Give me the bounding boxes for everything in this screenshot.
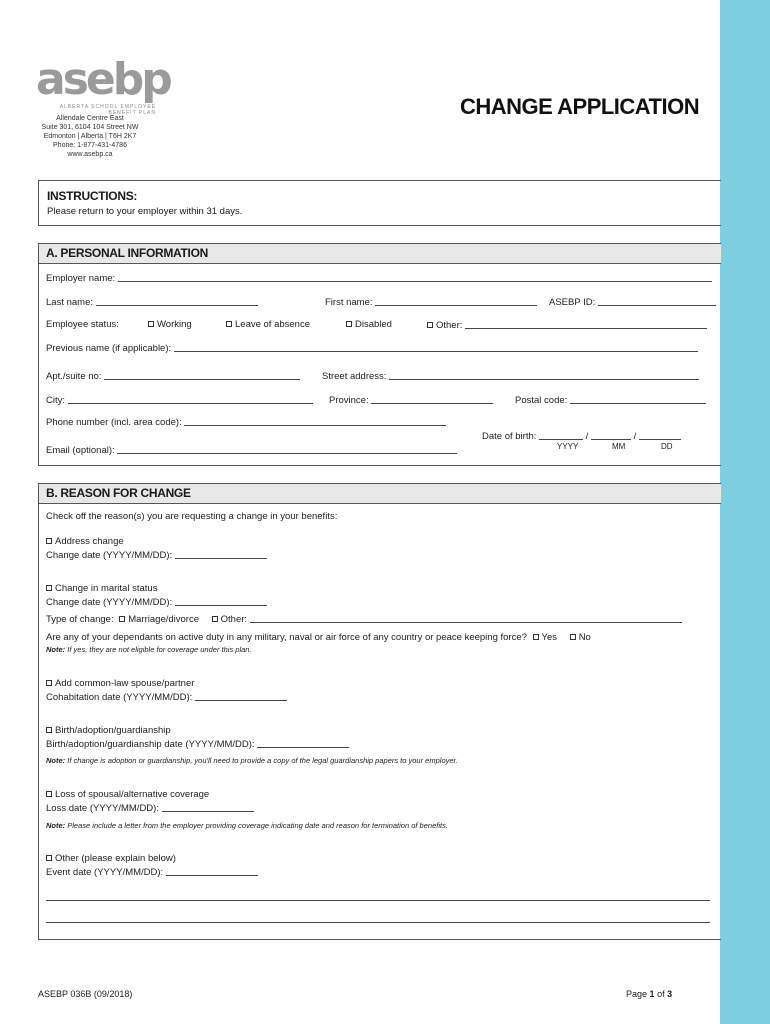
first-name-label: First name:: [325, 297, 373, 308]
cohabitation-date-field[interactable]: [195, 691, 287, 701]
address-line: Edmonton | Alberta | T6H 2K7: [43, 133, 137, 140]
dob-yyyy-caption: YYYY: [557, 442, 579, 451]
first-name-row: [325, 296, 537, 308]
street-address-row: [322, 370, 699, 382]
checkbox[interactable]: [46, 538, 52, 544]
employer-name-row: [46, 272, 712, 284]
postal-code-row: [515, 394, 706, 406]
page-indicator: Page 1 of 3: [626, 989, 673, 999]
checkbox-type-other[interactable]: [212, 616, 218, 622]
postal-code-field[interactable]: [570, 394, 706, 404]
province-row: [329, 394, 493, 406]
dob-label: Date of birth:: [482, 431, 537, 442]
reason-other[interactable]: Other (please explain below): [46, 853, 176, 864]
reason-birth-adoption[interactable]: Birth/adoption/guardianship: [46, 725, 171, 736]
province-label: Province:: [329, 395, 369, 406]
status-option-disabled[interactable]: Disabled: [346, 319, 392, 330]
employer-name-field[interactable]: [118, 272, 712, 282]
dob-year-field[interactable]: [539, 430, 583, 440]
phone-field[interactable]: [184, 416, 446, 426]
explanation-line-1[interactable]: [46, 900, 710, 901]
checkbox[interactable]: [46, 585, 52, 591]
instructions-box: [38, 180, 721, 226]
note-active-duty: Note: If yes, they are not eligible for coverage under this plan.: [46, 645, 252, 654]
reason-marital-status[interactable]: Change in marital status: [46, 583, 157, 594]
loss-date-row: [46, 802, 254, 814]
address-change-date-field[interactable]: [175, 549, 267, 559]
birth-adoption-date-label: Birth/adoption/guardianship date (YYYY/MM/DD):: [46, 739, 255, 750]
apt-suite-field[interactable]: [104, 370, 300, 380]
previous-name-field[interactable]: [174, 342, 698, 352]
event-date-field[interactable]: [166, 866, 258, 876]
address-change-date-row: [46, 549, 267, 561]
loss-date-label: Loss date (YYYY/MM/DD):: [46, 803, 159, 814]
asebp-logo: [36, 54, 170, 116]
logo-subtitle: ALBERTA SCHOOL EMPLOYEE BENEFIT PLAN: [59, 104, 156, 116]
birth-adoption-date-field[interactable]: [257, 738, 349, 748]
active-duty-row: Are any of your dependants on active duty in any military, naval or air force of any country or peace keeping force? Yes No: [46, 632, 591, 643]
apt-suite-label: Apt./suite no:: [46, 371, 102, 382]
status-option-working[interactable]: Working: [148, 319, 192, 330]
city-field[interactable]: [68, 394, 313, 404]
employee-status-label: Employee status:: [46, 319, 119, 330]
province-field[interactable]: [371, 394, 493, 404]
phone-row: [46, 416, 446, 428]
dob-row: Date of birth: / /: [482, 430, 681, 442]
note-adoption: Note: If change is adoption or guardianship, you'll need to provide a copy of the legal guardianship papers to your employer.: [46, 756, 458, 765]
change-date-label: Change date (YYYY/MM/DD):: [46, 550, 173, 561]
checkbox[interactable]: [46, 791, 52, 797]
postal-code-label: Postal code:: [515, 395, 568, 406]
employer-name-label: Employer name:: [46, 273, 116, 284]
checkbox[interactable]: [346, 321, 352, 327]
event-date-row: [46, 866, 258, 878]
street-address-field[interactable]: [389, 370, 699, 380]
first-name-field[interactable]: [375, 296, 537, 306]
status-option-leave[interactable]: Leave of absence: [226, 319, 310, 330]
loss-date-field[interactable]: [162, 802, 254, 812]
section-a-heading: A. PERSONAL INFORMATION: [39, 244, 721, 264]
reason-loss-coverage[interactable]: Loss of spousal/alternative coverage: [46, 789, 209, 800]
email-label: Email (optional):: [46, 445, 115, 456]
active-duty-question: Are any of your dependants on active duty in any military, naval or air force of any country or peace keeping force?: [46, 632, 527, 643]
change-date-label: Change date (YYYY/MM/DD):: [46, 597, 173, 608]
checkbox-yes[interactable]: [533, 634, 539, 640]
checkbox[interactable]: [148, 321, 154, 327]
asebp-id-row: [549, 296, 716, 308]
birth-adoption-date-row: [46, 738, 349, 750]
phone-label: Phone number (incl. area code):: [46, 417, 182, 428]
note-loss: Note: Please include a letter from the employer providing coverage indicating date and reason for termination of benefits.: [46, 821, 448, 830]
side-color-band: [720, 0, 770, 1024]
checkbox[interactable]: [46, 680, 52, 686]
checkbox[interactable]: [226, 321, 232, 327]
last-name-field[interactable]: [96, 296, 258, 306]
marital-change-date-field[interactable]: [175, 596, 267, 606]
address-line: Suite 301, 6104 104 Street NW: [41, 124, 139, 131]
address-line: www.asebp.ca: [67, 151, 113, 158]
checkbox[interactable]: [46, 727, 52, 733]
street-address-label: Street address:: [322, 371, 387, 382]
instructions-text: Please return to your employer within 31 days.: [47, 206, 243, 217]
apt-suite-row: [46, 370, 300, 382]
checkbox-marriage-divorce[interactable]: [119, 616, 125, 622]
reason-common-law[interactable]: Add common-law spouse/partner: [46, 678, 194, 689]
type-of-change-label: Type of change:: [46, 614, 114, 625]
cohabitation-date-row: [46, 691, 287, 703]
email-field[interactable]: [117, 444, 457, 454]
address-line: Phone: 1-877-431-4786: [53, 142, 127, 149]
previous-name-label: Previous name (if applicable):: [46, 343, 172, 354]
previous-name-row: [46, 342, 698, 354]
dob-day-field[interactable]: [639, 430, 681, 440]
checkbox-no[interactable]: [570, 634, 576, 640]
city-row: [46, 394, 313, 406]
last-name-label: Last name:: [46, 297, 93, 308]
email-row: [46, 444, 457, 456]
type-of-change-row: Type of change: Marriage/divorce Other:: [46, 613, 682, 625]
asebp-id-field[interactable]: [598, 296, 716, 306]
document-title: CHANGE APPLICATION: [460, 94, 700, 119]
status-option-other[interactable]: Other:: [427, 319, 707, 331]
reason-address-change[interactable]: Address change: [46, 536, 124, 547]
marital-change-date-row: [46, 596, 267, 608]
status-other-field[interactable]: [465, 319, 707, 329]
org-address: [40, 114, 140, 159]
dob-dd-caption: DD: [661, 442, 673, 451]
asebp-id-label: ASEBP ID:: [549, 297, 596, 308]
checkbox[interactable]: [427, 322, 433, 328]
form-code: ASEBP 036B (09/2018): [38, 989, 133, 999]
section-b-heading: B. REASON FOR CHANGE: [39, 484, 721, 504]
explanation-line-2[interactable]: [46, 922, 710, 923]
cohabitation-date-label: Cohabitation date (YYYY/MM/DD):: [46, 692, 193, 703]
checkbox[interactable]: [46, 855, 52, 861]
event-date-label: Event date (YYYY/MM/DD):: [46, 867, 164, 878]
section-b-intro: Check off the reason(s) you are requesting a change in your benefits:: [46, 511, 338, 522]
address-line: Allendale Centre East: [56, 115, 124, 122]
city-label: City:: [46, 395, 65, 406]
dob-month-field[interactable]: [591, 430, 631, 440]
dob-mm-caption: MM: [612, 442, 626, 451]
logo-wordmark: asebp: [36, 54, 170, 105]
instructions-heading: INSTRUCTIONS:: [47, 189, 138, 203]
last-name-row: [46, 296, 258, 308]
type-other-field[interactable]: [250, 613, 682, 623]
